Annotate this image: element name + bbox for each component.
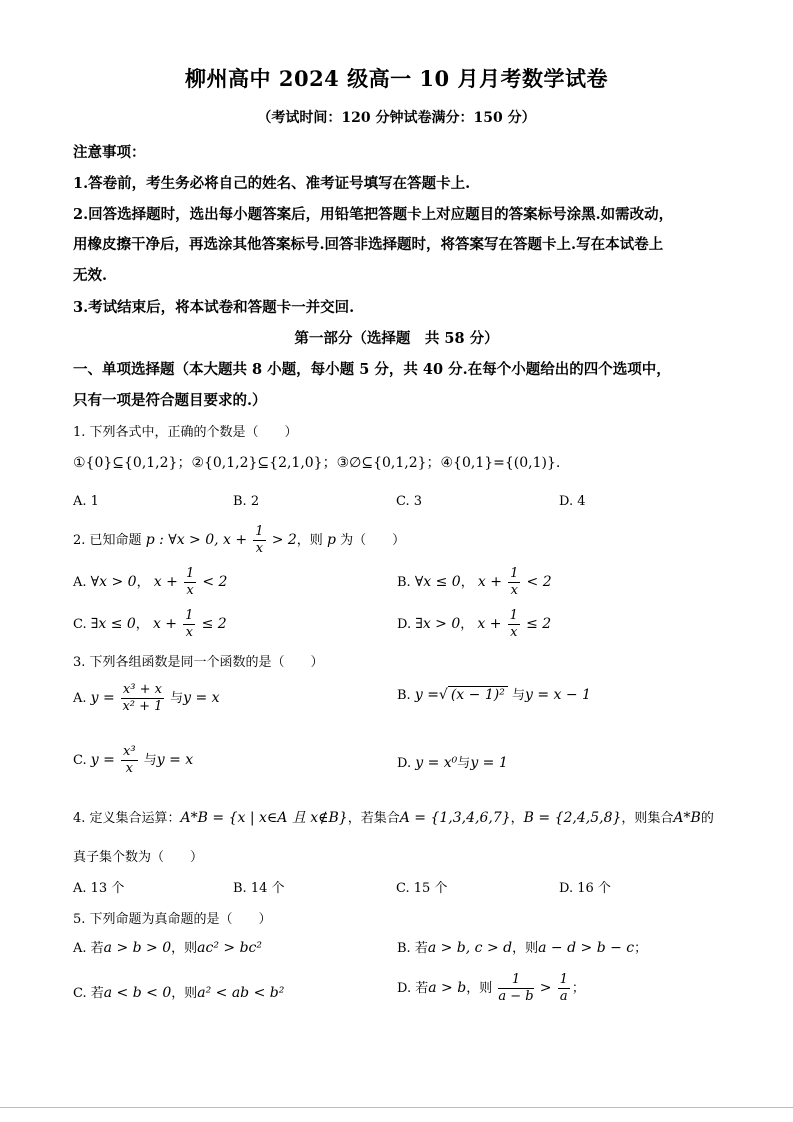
- q3-b-y2: y = x − 1: [524, 687, 591, 703]
- q4-stem-de: 的: [700, 811, 714, 826]
- q3-a-y2: y = x: [183, 690, 220, 706]
- q5-b-label: B. 若: [397, 941, 428, 956]
- q2-b-relation: < 2: [526, 574, 552, 590]
- q2-stem-end: 为（ ）: [340, 533, 406, 548]
- q2-stem-frac-numerator: 1: [255, 524, 264, 539]
- q4-stem-line-2: 真子集个数为（ ）: [73, 850, 204, 865]
- q2-b-fraction: [508, 566, 520, 599]
- q3-a-fraction: [121, 682, 164, 715]
- q2-c-x: x +: [152, 616, 178, 632]
- exam-subtitle: （考试时间：120 分钟试卷满分：150 分）: [257, 110, 536, 126]
- q4-option-b: B. 14 个: [233, 881, 285, 896]
- q5-b-end: ；: [634, 941, 648, 956]
- note-line-4: 无效.: [73, 267, 108, 284]
- q1-option-a: A. 1: [73, 494, 99, 509]
- q5-a-label: A. 若: [73, 941, 104, 956]
- q2-c-sep: ，: [135, 617, 149, 632]
- q2-b-numerator: 1: [510, 566, 519, 581]
- q4-definition: A*B = {x | x∈A 且 x∉B}: [180, 810, 348, 826]
- q5-b-mid: ，则: [512, 941, 539, 956]
- q3-a-numerator: x³ + x: [122, 682, 162, 697]
- q1-option-d: D. 4: [559, 494, 586, 509]
- q4-stem-mid: ，若集合: [347, 811, 400, 826]
- note-line-3: 用橡皮擦干净后，再选涂其他答案标号.回答非选择题时，将答案写在答题卡上.写在本试卷上: [73, 236, 664, 253]
- q3-option-c: [73, 744, 193, 777]
- q5-c-condition: a < b < 0: [103, 985, 172, 1001]
- section-heading-line-2: 只有一项是符合题目要求的.）: [73, 392, 267, 409]
- q3-c-y2: y = x: [156, 752, 194, 768]
- q2-stem-p: p: [326, 532, 336, 548]
- q5-a-result: ac² > bc²: [197, 940, 263, 956]
- q5-option-a: [73, 937, 262, 956]
- q3-b-y: y =: [414, 687, 439, 703]
- q3-c-fraction: [121, 744, 138, 777]
- exam-title: 柳州高中 2024 级高一 10 月月考数学试卷: [185, 66, 608, 91]
- q5-d-fraction-2: [558, 972, 570, 1005]
- note-line-1: 1.答卷前，考生务必将自己的姓名、准考证号填写在答题卡上.: [73, 175, 471, 192]
- q2-option-d: [397, 608, 551, 641]
- q5-d-label: D. 若: [397, 981, 429, 996]
- q5-b-condition: a > b, c > d: [427, 940, 513, 956]
- q2-d-sep: ，: [460, 617, 474, 632]
- q1-option-c: C. 3: [396, 494, 423, 509]
- q1-items: ①{0}⊆{0,1,2}；②{0,1,2}⊆{2,1,0}；③∅⊆{0,1,2}；④{0,1}={(0,1)}.: [73, 455, 561, 471]
- q2-d-denominator: x: [510, 625, 518, 640]
- q1-stem: 1. 下列各式中，正确的个数是（ ）: [73, 425, 298, 440]
- q2-b-label: B.: [397, 575, 411, 590]
- q5-b-result: a − d > b − c: [538, 940, 635, 956]
- q2-d-fraction: [508, 608, 520, 641]
- note-line-5: 3.考试结束后，将本试卷和答题卡一并交回.: [73, 299, 355, 316]
- q2-a-denominator: x: [186, 583, 194, 598]
- q2-stem-math-2: > 2: [271, 532, 297, 548]
- q4-stem-line-1: [73, 807, 714, 827]
- q5-a-mid: ，则: [171, 941, 198, 956]
- q3-a-denominator: x² + 1: [122, 699, 163, 714]
- q5-option-c: [73, 982, 284, 1001]
- q3-c-y: y =: [90, 752, 115, 768]
- q4-option-a: A. 13 个: [73, 881, 125, 896]
- q2-stem-frac-denominator: x: [255, 541, 264, 556]
- q4-option-d: D. 16 个: [559, 881, 611, 896]
- q2-stem-math: p : ∀x > 0, x +: [145, 532, 248, 548]
- q2-a-x: x +: [153, 574, 178, 590]
- q4-set-ab: A*B: [673, 810, 701, 826]
- q5-d-denominator-2: a: [559, 989, 568, 1004]
- q3-d-y: y = x⁰: [415, 755, 458, 771]
- q3-option-d: [397, 752, 508, 771]
- q2-a-relation: < 2: [202, 574, 228, 590]
- section-heading-line-1: 一、单项选择题（本大题共 8 小题，每小题 5 分，共 40 分.在每个小题给出的四个选项中，: [73, 361, 671, 378]
- q2-stem: [73, 524, 405, 557]
- q5-d-numerator-1: 1: [498, 972, 533, 989]
- q5-d-mid: ，则: [466, 981, 493, 996]
- q3-c-and: 与: [143, 753, 157, 768]
- q2-c-fraction: [183, 608, 195, 641]
- q2-c-quantifier: ∃x ≤ 0: [90, 616, 136, 632]
- q2-a-sep: ，: [136, 575, 150, 590]
- q4-set-a: A = {1,3,4,6,7}: [399, 810, 511, 826]
- q5-c-result: a² < ab < b²: [197, 985, 285, 1001]
- q5-stem: 5. 下列命题为真命题的是（ ）: [73, 912, 272, 927]
- q5-option-b: [397, 937, 647, 956]
- q3-a-label: A.: [73, 691, 87, 706]
- q3-b-label: B.: [397, 688, 411, 703]
- q2-b-sep: ，: [460, 575, 474, 590]
- q5-d-numerator-2: 1: [559, 972, 568, 987]
- q2-a-quantifier: ∀x > 0: [90, 574, 137, 590]
- q3-d-label: D.: [397, 756, 412, 771]
- q3-d-y2: y = 1: [470, 755, 508, 771]
- q2-d-numerator: 1: [509, 608, 518, 623]
- q2-stem-pre: 2. 已知命题: [73, 533, 142, 548]
- q2-a-numerator: 1: [185, 566, 195, 581]
- q5-option-d: [397, 972, 585, 1005]
- q5-d-denominator-1: a − b: [498, 989, 534, 1004]
- q5-c-label: C. 若: [73, 986, 104, 1001]
- q5-d-end: ；: [571, 981, 585, 996]
- q3-c-denominator: x: [125, 761, 133, 776]
- notes-heading: 注意事项：: [73, 144, 146, 161]
- q3-a-and: 与: [170, 691, 184, 706]
- q2-a-fraction: [184, 566, 196, 599]
- q2-c-relation: ≤ 2: [201, 616, 227, 632]
- q2-a-label: A.: [73, 575, 87, 590]
- q5-d-fraction-1: [498, 972, 533, 1005]
- q4-set-b: B = {2,4,5,8}: [523, 810, 622, 826]
- q2-d-quantifier: ∃x > 0: [415, 616, 461, 632]
- q4-stem-end: ，则集合: [621, 811, 674, 826]
- q2-stem-post: ，则: [296, 533, 323, 548]
- q3-option-b: [397, 684, 591, 703]
- q2-b-quantifier: ∀x ≤ 0: [414, 574, 461, 590]
- q3-d-and: 与: [457, 756, 471, 771]
- q5-d-condition: a > b: [428, 980, 467, 996]
- q5-c-mid: ，则: [171, 986, 198, 1001]
- q2-c-numerator: 1: [185, 608, 194, 623]
- q2-c-label: C.: [73, 617, 87, 632]
- q2-d-x: x +: [477, 616, 502, 632]
- note-line-2: 2.回答选择题时，选出每小题答案后，用铅笔把答题卡上对应题目的答案标号涂黑.如需改动，: [73, 206, 674, 223]
- q2-option-c: [73, 608, 227, 641]
- q3-stem: 3. 下列各组函数是同一个函数的是（ ）: [73, 655, 324, 670]
- part-heading: 第一部分（选择题 共 58 分）: [294, 330, 499, 347]
- q1-option-b: B. 2: [233, 494, 260, 509]
- q5-d-gt: >: [539, 980, 552, 996]
- q2-option-a: [73, 566, 227, 599]
- q4-stem-pre: 4. 定义集合运算：: [73, 811, 181, 826]
- q3-c-label: C.: [73, 753, 87, 768]
- q3-b-sqrt-sign: √: [438, 687, 448, 703]
- q2-b-x: x +: [477, 574, 502, 590]
- q3-b-and: 与: [511, 688, 525, 703]
- q4-stem-sep: ，: [510, 811, 524, 826]
- q2-d-relation: ≤ 2: [526, 616, 552, 632]
- q5-a-condition: a > b > 0: [103, 940, 172, 956]
- q3-c-numerator: x³: [123, 744, 136, 759]
- page-bottom-rule: [0, 1107, 793, 1108]
- q3-option-a: [73, 682, 220, 715]
- q2-stem-fraction: [253, 524, 265, 557]
- q2-d-label: D.: [397, 617, 412, 632]
- q2-option-b: [397, 566, 552, 599]
- q3-b-radicand: (x − 1)²: [448, 686, 508, 703]
- q3-a-y: y =: [90, 690, 115, 706]
- q4-option-c: C. 15 个: [396, 881, 448, 896]
- q2-c-denominator: x: [185, 625, 193, 640]
- q2-b-denominator: x: [510, 583, 518, 598]
